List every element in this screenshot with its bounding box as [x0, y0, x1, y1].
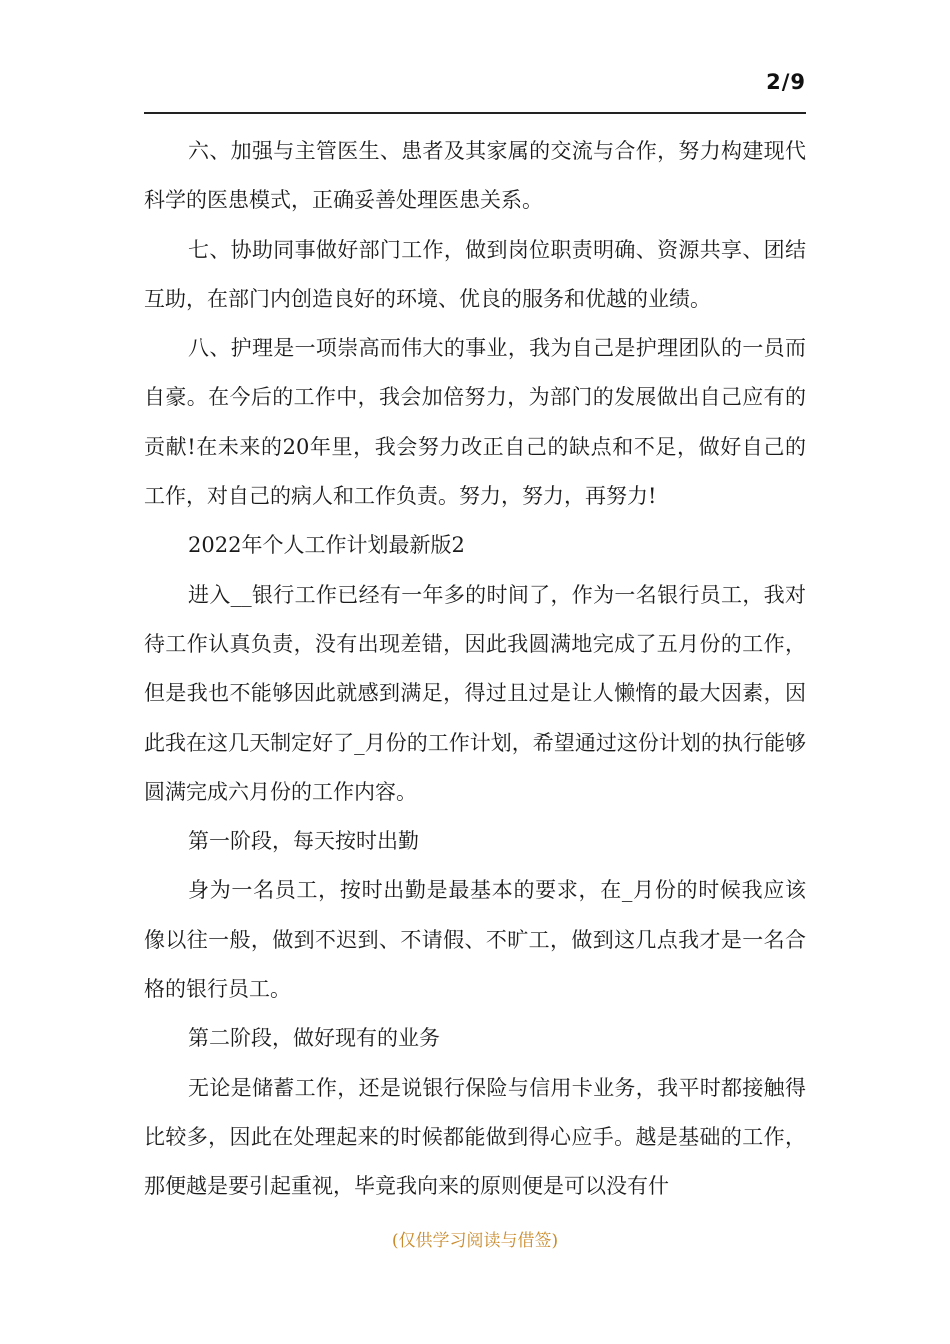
paragraph-item-7: 七、协助同事做好部门工作，做到岗位职责明确、资源共享、团结互助，在部门内创造良好的环境、优良的服务和优越的业绩。: [144, 237, 806, 311]
page-number: 2/9: [766, 70, 806, 94]
section-title: 2022年个人工作计划最新版2: [188, 533, 465, 558]
stage-heading-2: 第二阶段，做好现有的业务: [188, 1026, 440, 1051]
document-body: [144, 127, 806, 1212]
paragraph-intro: 进入__银行工作已经有一年多的时间了，作为一名银行员工，我对待工作认真负责，没有出现差错，因此我圆满地完成了五月份的工作，但是我也不能够因此就感到满足，得过且过是让人懒惰的最大因素，因此我在这几天制定好了_月份的工作计划，希望通过这份计划的执行能够圆满完成六月份的工作内容。: [144, 582, 806, 804]
stage-heading-1: 第一阶段，每天按时出勤: [188, 829, 419, 854]
stage-paragraph-2: 无论是储蓄工作，还是说银行保险与信用卡业务，我平时都接触得比较多，因此在处理起来的时候都能做到得心应手。越是基础的工作，那便越是要引起重视，毕竟我向来的原则便是可以没有什: [144, 1075, 806, 1199]
stage-paragraph-1: 身为一名员工，按时出勤是最基本的要求，在_月份的时候我应该像以往一般，做到不迟到、不请假、不旷工，做到这几点我才是一名合格的银行员工。: [144, 878, 806, 1002]
footer-disclaimer: (仅供学习阅读与借签): [391, 1231, 559, 1251]
paragraph-item-8: 八、护理是一项崇高而伟大的事业，我为自己是护理团队的一员而自豪。在今后的工作中，我会加倍努力，为部门的发展做出自己应有的贡献!在未来的20年里，我会努力改正自己的缺点和不足，做好自己的工作，对自己的病人和工作负责。努力，努力，再努力!: [144, 336, 806, 509]
header-divider: [144, 112, 806, 114]
paragraph-item-6: 六、加强与主管医生、患者及其家属的交流与合作，努力构建现代科学的医患模式，正确妥善处理医患关系。: [144, 139, 806, 213]
